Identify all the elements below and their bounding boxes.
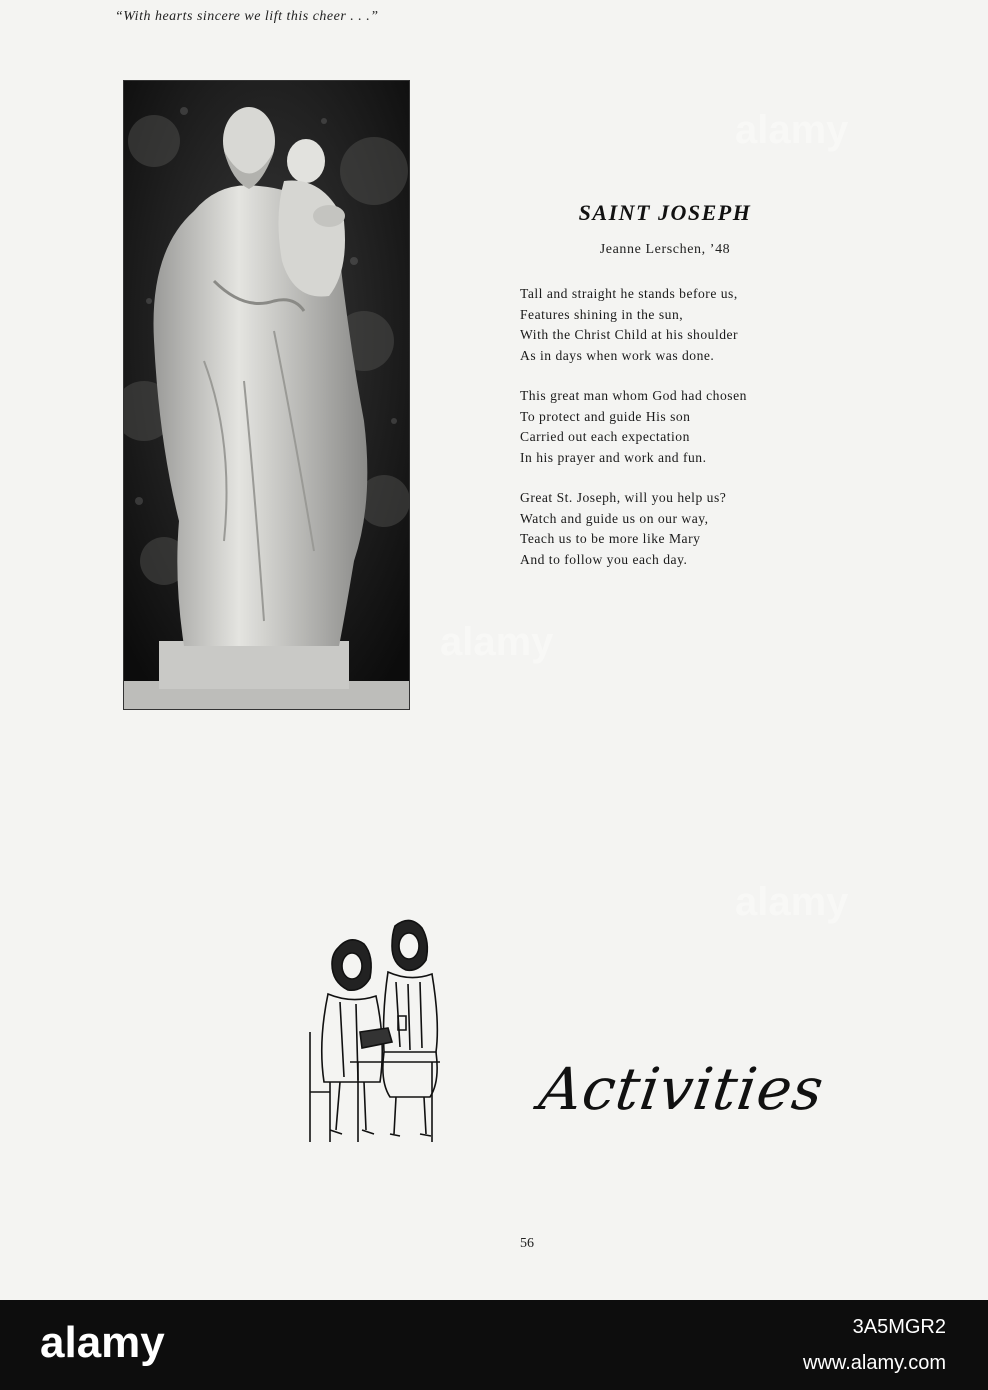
stock-footer-bar (0, 1300, 988, 1390)
watermark: alamy (735, 108, 849, 152)
page-number: 56 (520, 1236, 534, 1251)
site-url: www.alamy.com (803, 1352, 946, 1374)
poem-line: With the Christ Child at his shoulder (520, 327, 739, 342)
poem-stanza (520, 386, 747, 468)
poem-line: In his prayer and work and fun. (520, 449, 707, 465)
poem-line: This great man whom God had chosen (520, 388, 747, 403)
brand-logo: alamy (40, 1318, 165, 1367)
poem-stanza (520, 284, 738, 366)
poem-line: And to follow you each day. (520, 551, 688, 567)
poem-line: Great St. Joseph, will you help us? (520, 490, 727, 505)
poem-line: Features shining in the sun, (520, 306, 684, 322)
poem-author: Jeanne Lerschen, ’48 (599, 242, 731, 257)
saint-joseph-statue-photo (123, 80, 410, 710)
poem-line: Teach us to be more like Mary (520, 531, 701, 546)
poem-line: To protect and guide His son (520, 408, 691, 424)
poem-line: Tall and straight he stands before us, (520, 286, 738, 301)
two-girls-illustration (300, 912, 450, 1152)
poem-line: As in days when work was done. (520, 347, 715, 363)
section-heading: Activities (535, 1055, 829, 1123)
poem-title: SAINT JOSEPH (578, 200, 752, 225)
watermark: alamy (735, 880, 849, 924)
epigraph: “With hearts sincere we lift this cheer . . .” (115, 9, 379, 24)
watermark: alamy (440, 620, 554, 664)
poem-line: Carried out each expectation (520, 429, 690, 444)
poem-line: Watch and guide us on our way, (520, 510, 709, 526)
image-id: 3A5MGR2 (852, 1316, 946, 1338)
poem-stanza (520, 488, 726, 570)
